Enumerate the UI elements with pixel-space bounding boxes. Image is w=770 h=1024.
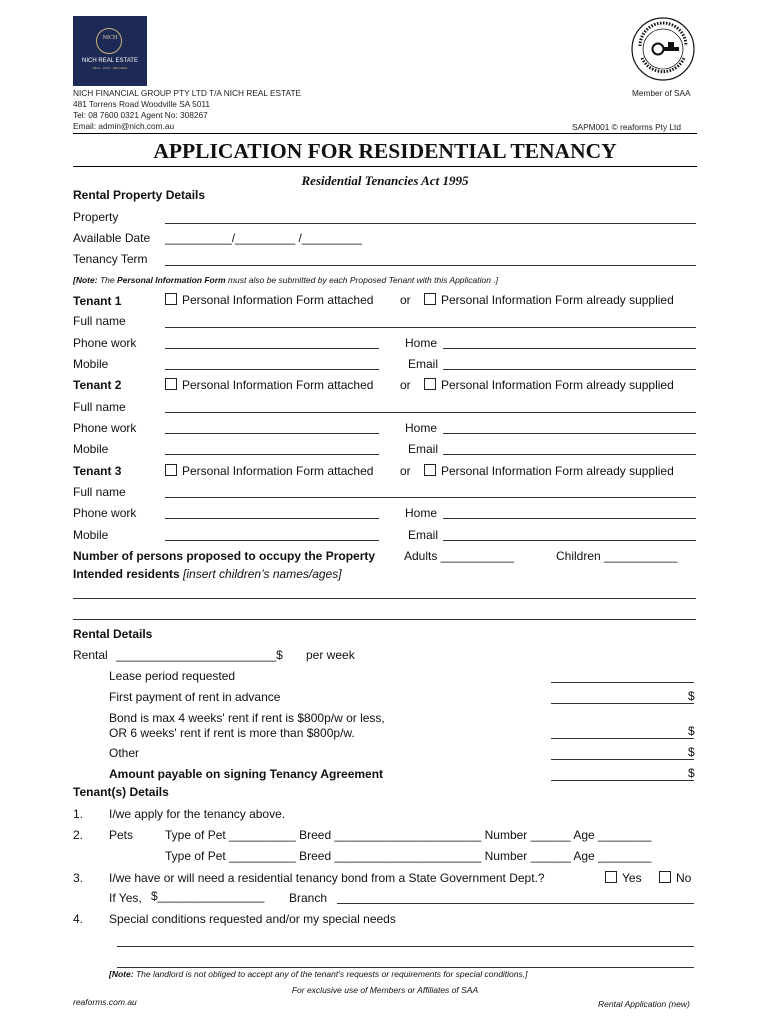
pet-row-2[interactable]: Type of Pet __________ Breed ______________________ Number ______ Age ________	[165, 849, 652, 863]
personal-info-note	[73, 275, 498, 285]
rental-details-heading: Rental Details	[73, 627, 153, 641]
tenant-2-heading: Tenant 2	[73, 378, 122, 392]
dollar-sign: $	[688, 689, 695, 703]
checkbox[interactable]	[424, 464, 436, 476]
lease-period-label: Lease period requested	[109, 669, 236, 683]
bond-field[interactable]	[551, 738, 694, 739]
special-conditions-label: Special conditions requested and/or my special needs	[109, 912, 396, 926]
checkbox[interactable]	[659, 871, 671, 883]
tenant-2-home-field[interactable]	[443, 433, 696, 434]
dollar-sign: $	[688, 745, 695, 759]
children-field[interactable]: Children ___________	[556, 549, 678, 563]
email-label: Email	[408, 357, 439, 371]
home-label: Home	[405, 421, 438, 435]
bond-question: I/we have or will need a residential tenancy bond from a State Government Dept.?	[109, 871, 545, 885]
checkbox-label: Yes	[622, 871, 642, 885]
rent-field[interactable]: ________________________$	[116, 648, 283, 662]
or-label: or	[400, 464, 411, 478]
apply-statement: I/we apply for the tenancy above.	[109, 807, 286, 821]
tenant-2-email-field[interactable]	[443, 454, 696, 455]
form-code: SAPM001 © reaforms Pty Ltd	[572, 122, 681, 132]
logo-emblem	[96, 28, 122, 54]
occupants-label: Number of persons proposed to occupy the Property	[73, 549, 376, 563]
available-date-field[interactable]: __________/_________ /_________	[165, 231, 362, 245]
checkbox[interactable]	[165, 464, 177, 476]
tenant-1-full-name-field[interactable]	[165, 327, 696, 328]
mobile-label: Mobile	[73, 357, 109, 371]
checkbox-label: Personal Information Form attached	[182, 464, 374, 478]
item-number: 3.	[73, 871, 84, 885]
tenancy-term-label: Tenancy Term	[73, 252, 148, 266]
tenant-3-full-name-field[interactable]	[165, 497, 696, 498]
rental-property-heading: Rental Property Details	[73, 188, 206, 202]
pets-label: Pets	[109, 828, 134, 842]
tenant-1-heading: Tenant 1	[73, 294, 122, 308]
checkbox[interactable]	[605, 871, 617, 883]
checkbox[interactable]	[165, 293, 177, 305]
tenant-2-full-name-field[interactable]	[165, 412, 696, 413]
intended-residents-line-1[interactable]	[73, 598, 696, 599]
email-label: Email	[408, 442, 439, 456]
logo-tagline: REAL · FAST · RELIABLE	[92, 66, 128, 70]
if-yes-amount-field[interactable]: $________________	[151, 889, 265, 903]
bond-label-line-1: Bond is max 4 weeks' rent if rent is $800p/w or less,	[109, 711, 385, 725]
home-label: Home	[405, 336, 438, 350]
pet-row-1[interactable]: Type of Pet __________ Breed ______________________ Number ______ Age ________	[165, 828, 652, 842]
tenant-3-heading: Tenant 3	[73, 464, 122, 478]
company-name: NICH FINANCIAL GROUP PTY LTD T/A NICH REAL ESTATE	[73, 88, 302, 98]
rent-label: Rental	[73, 648, 108, 662]
company-address: 481 Torrens Road Woodville SA 5011	[73, 99, 210, 109]
special-conditions-line-1[interactable]	[117, 946, 694, 947]
tenant-1-email-field[interactable]	[443, 369, 696, 370]
amount-payable-field[interactable]	[551, 780, 694, 781]
phone-work-label: Phone work	[73, 421, 137, 435]
company-email: Email: admin@nich.com.au	[73, 121, 175, 131]
special-conditions-line-2[interactable]	[117, 967, 694, 968]
property-label: Property	[73, 210, 119, 224]
checkbox-label: Personal Information Form attached	[182, 293, 374, 307]
checkbox-label: Personal Information Form already supplied	[441, 378, 674, 392]
intended-residents	[73, 567, 342, 581]
per-week-label: per week	[306, 648, 355, 662]
email-label: Email	[408, 528, 439, 542]
property-field[interactable]	[165, 223, 696, 224]
branch-label: Branch	[289, 891, 328, 905]
or-label: or	[400, 293, 411, 307]
dollar-sign: $	[688, 724, 695, 738]
member-of-saa: Member of SAA	[632, 88, 691, 98]
phone-work-label: Phone work	[73, 506, 137, 520]
item-number: 4.	[73, 912, 84, 926]
note-text: The landlord is not obliged to accept any of the tenant’s requests or requirements for special conditions.]	[135, 969, 528, 979]
tenant-1-form-attached[interactable]	[165, 293, 373, 307]
tenant-2-form-attached[interactable]	[165, 378, 373, 392]
saa-seal-icon	[630, 16, 696, 82]
adults-field[interactable]: Adults ___________	[404, 549, 515, 563]
other-label: Other	[109, 746, 140, 760]
header-divider	[73, 133, 697, 134]
full-name-label: Full name	[73, 400, 126, 414]
intended-residents-hint: [insert children’s names/ages]	[183, 567, 342, 581]
bond-label-line-2: OR 6 weeks' rent if rent is more than $800p/w.	[109, 726, 355, 740]
tenant-3-home-field[interactable]	[443, 518, 696, 519]
tenant-1-form-supplied[interactable]	[424, 293, 674, 307]
tenancy-term-field[interactable]	[165, 265, 696, 266]
dollar-sign: $	[688, 766, 695, 780]
note-prefix: [Note:	[109, 969, 134, 979]
title-divider	[73, 166, 697, 167]
checkbox-label: Personal Information Form already supplied	[441, 293, 674, 307]
item-number: 1.	[73, 807, 84, 821]
item-number: 2.	[73, 828, 84, 842]
tenant-2-phone-work-field[interactable]	[165, 433, 379, 434]
checkbox-label: Personal Information Form already supplied	[441, 464, 674, 478]
tenant-1-home-field[interactable]	[443, 348, 696, 349]
footer-form-name: Rental Application (new)	[598, 999, 690, 1009]
checkbox[interactable]	[165, 378, 177, 390]
mobile-label: Mobile	[73, 528, 109, 542]
tenant-1-mobile-field[interactable]	[165, 369, 379, 370]
logo-name: NICH REAL ESTATE	[82, 58, 138, 64]
tenant-3-form-attached[interactable]	[165, 464, 373, 478]
note-prefix: [Note:	[73, 275, 98, 285]
landlord-note	[109, 969, 527, 979]
phone-work-label: Phone work	[73, 336, 137, 350]
checkbox-label: No	[676, 871, 692, 885]
home-label: Home	[405, 506, 438, 520]
checkbox-label: Personal Information Form attached	[182, 378, 374, 392]
note-bold: Personal Information Form	[116, 275, 226, 285]
full-name-label: Full name	[73, 485, 126, 499]
tenant-3-form-supplied[interactable]	[424, 464, 674, 478]
tenant-1-phone-work-field[interactable]	[165, 348, 379, 349]
amount-payable-label: Amount payable on signing Tenancy Agreement	[109, 767, 384, 781]
checkbox[interactable]	[424, 293, 436, 305]
note-text: The	[99, 275, 115, 285]
footer-website: reaforms.com.au	[73, 997, 137, 1007]
tenant-2-mobile-field[interactable]	[165, 454, 379, 455]
bond-yes-option[interactable]	[605, 871, 642, 885]
logo-monogram: NICH	[102, 35, 118, 41]
branch-field[interactable]	[337, 903, 694, 904]
other-field[interactable]	[551, 759, 694, 760]
or-label: or	[400, 378, 411, 392]
agency-logo	[73, 16, 147, 86]
bond-no-option[interactable]	[659, 871, 691, 885]
mobile-label: Mobile	[73, 442, 109, 456]
first-payment-field[interactable]	[551, 703, 694, 704]
company-phone: Tel: 08 7600 0321 Agent No: 308267	[73, 110, 208, 120]
exclusive-use-note: For exclusive use of Members or Affiliates of SAA	[291, 985, 479, 995]
full-name-label: Full name	[73, 314, 126, 328]
intended-residents-label: Intended residents	[73, 567, 180, 581]
available-date-label: Available Date	[73, 231, 151, 245]
page-title: APPLICATION FOR RESIDENTIAL TENANCY	[153, 139, 617, 163]
tenant-2-form-supplied[interactable]	[424, 378, 674, 392]
if-yes-label: If Yes,	[109, 891, 142, 905]
note-text-2: must also be submitted by each Proposed Tenant with this Application .]	[227, 275, 499, 285]
first-payment-label: First payment of rent in advance	[109, 690, 281, 704]
tenant-3-phone-work-field[interactable]	[165, 518, 379, 519]
tenant-3-mobile-field[interactable]	[165, 540, 379, 541]
page-subtitle: Residential Tenancies Act 1995	[301, 173, 469, 188]
lease-period-field[interactable]	[551, 682, 694, 683]
intended-residents-line-2[interactable]	[73, 619, 696, 620]
checkbox[interactable]	[424, 378, 436, 390]
tenant-3-email-field[interactable]	[443, 540, 696, 541]
tenant-details-heading: Tenant(s) Details	[73, 785, 169, 799]
